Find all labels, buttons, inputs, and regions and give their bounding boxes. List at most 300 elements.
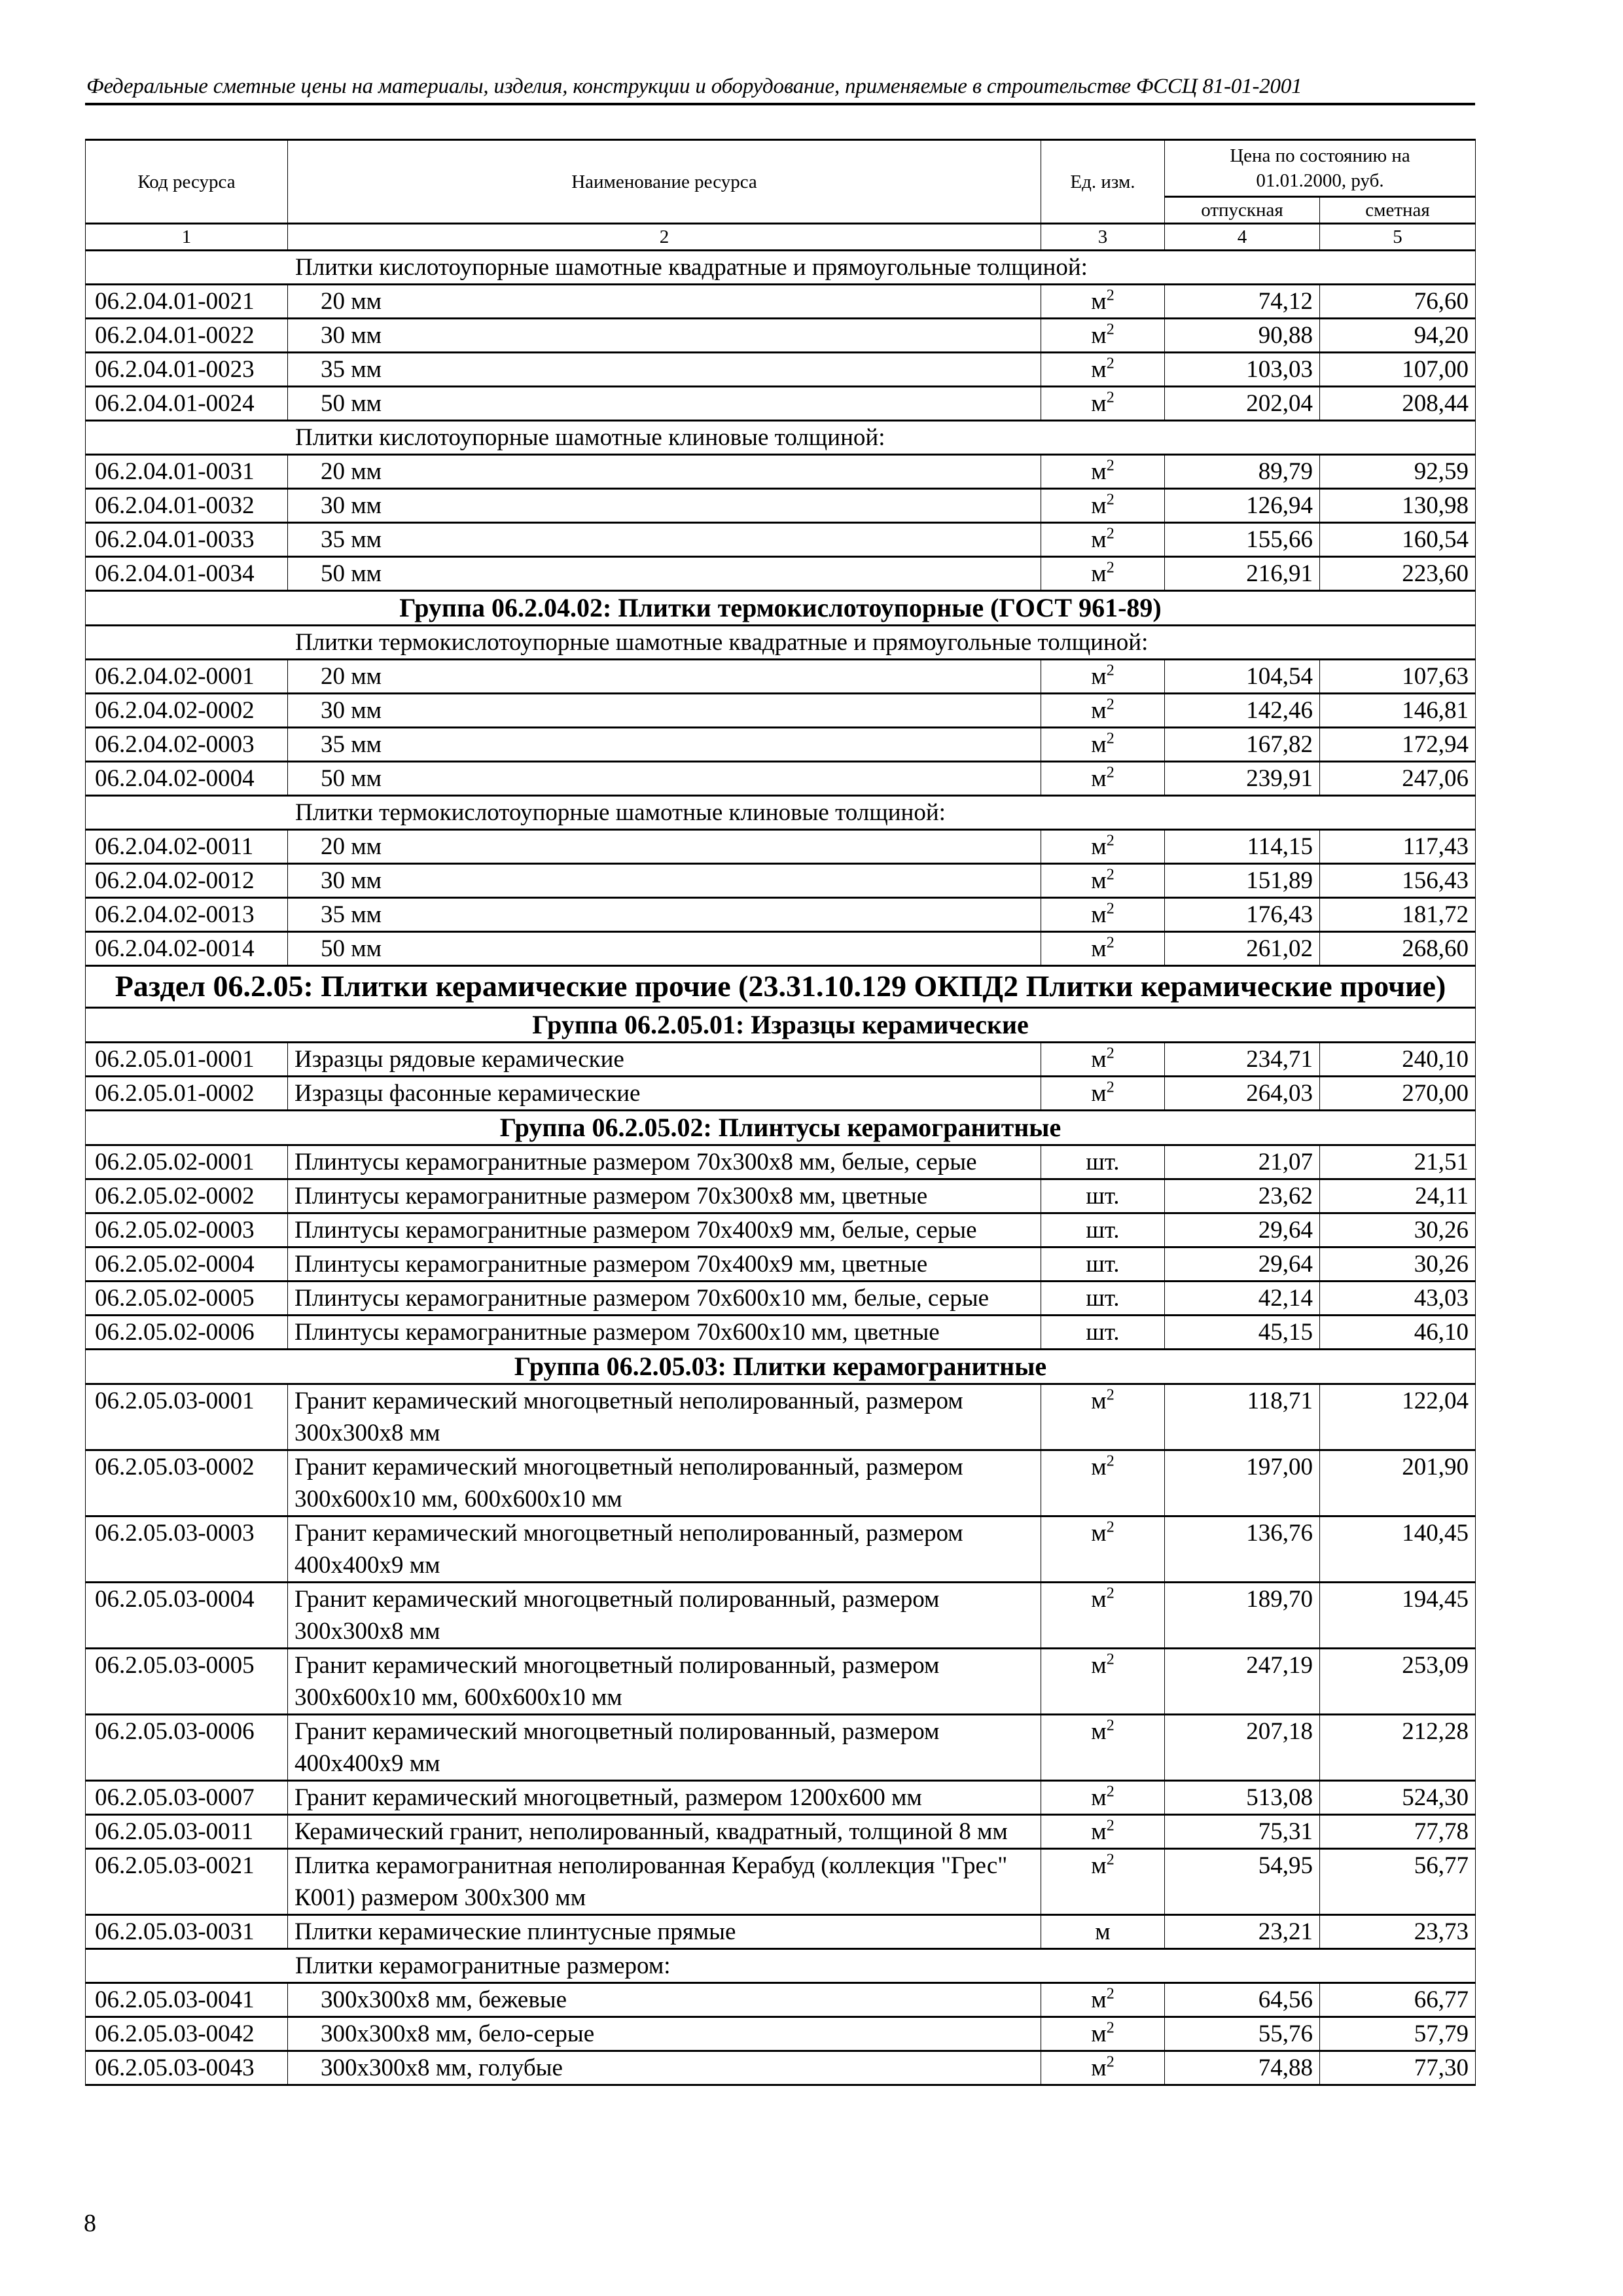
group-row xyxy=(86,1008,1476,1043)
unit-label: м xyxy=(1091,458,1107,485)
subheading-row xyxy=(86,251,1476,285)
price-estimate: 156,43 xyxy=(1320,864,1476,898)
unit-label: м xyxy=(1091,1784,1107,1811)
resource-code: 06.2.04.02-0002 xyxy=(86,694,288,728)
unit-label: м xyxy=(1091,935,1107,962)
unit-cell xyxy=(1041,1815,1165,1849)
unit-cell xyxy=(1041,2051,1165,2085)
table-row xyxy=(86,455,1476,489)
price-release: 42,14 xyxy=(1165,1282,1320,1316)
unit-cell xyxy=(1041,728,1165,762)
table-row xyxy=(86,1247,1476,1282)
unit-cell xyxy=(1041,1384,1165,1450)
unit-cell xyxy=(1041,557,1165,591)
unit-exponent: 2 xyxy=(1106,1585,1115,1602)
unit-cell xyxy=(1041,1849,1165,1915)
resource-name: Изразцы фасонные керамические xyxy=(288,1077,1041,1111)
price-estimate: 107,00 xyxy=(1320,353,1476,387)
price-release: 167,82 xyxy=(1165,728,1320,762)
resource-name: 30 мм xyxy=(288,319,1041,353)
unit-label: м xyxy=(1091,1652,1107,1679)
resource-code: 06.2.05.02-0005 xyxy=(86,1282,288,1316)
unit-cell xyxy=(1041,1077,1165,1111)
resource-code: 06.2.05.03-0001 xyxy=(86,1384,288,1450)
resource-name: 35 мм xyxy=(288,728,1041,762)
price-estimate: 76,60 xyxy=(1320,285,1476,319)
resource-code: 06.2.04.01-0021 xyxy=(86,285,288,319)
price-estimate: 201,90 xyxy=(1320,1450,1476,1516)
price-estimate: 253,09 xyxy=(1320,1649,1476,1715)
column-numbers-row xyxy=(86,224,1476,251)
price-estimate: 130,98 xyxy=(1320,489,1476,523)
unit-exponent: 2 xyxy=(1106,900,1115,918)
table-row xyxy=(86,1077,1476,1111)
unit-cell xyxy=(1041,1282,1165,1316)
unit-exponent: 2 xyxy=(1106,355,1115,372)
price-release: 142,46 xyxy=(1165,694,1320,728)
price-release: 114,15 xyxy=(1165,830,1320,864)
resource-name: 300x300x8 мм, бело-серые xyxy=(288,2017,1041,2051)
table-row xyxy=(86,1213,1476,1247)
resource-code: 06.2.05.02-0002 xyxy=(86,1179,288,1213)
price-release: 23,62 xyxy=(1165,1179,1320,1213)
unit-exponent: 2 xyxy=(1106,1386,1115,1404)
resource-name: Изразцы рядовые керамические xyxy=(288,1043,1041,1077)
resource-code: 06.2.05.03-0006 xyxy=(86,1715,288,1781)
resource-name: 30 мм xyxy=(288,489,1041,523)
resource-name: Плинтусы керамогранитные размером 70x300x8 мм, цветные xyxy=(288,1179,1041,1213)
unit-cell xyxy=(1041,830,1165,864)
price-estimate: 23,73 xyxy=(1320,1915,1476,1949)
table-row xyxy=(86,523,1476,557)
table-row xyxy=(86,1815,1476,1849)
price-release: 207,18 xyxy=(1165,1715,1320,1781)
table-row xyxy=(86,932,1476,966)
resource-code: 06.2.04.02-0001 xyxy=(86,660,288,694)
unit-label: м xyxy=(1091,697,1107,724)
table-row xyxy=(86,762,1476,796)
resource-code: 06.2.04.01-0031 xyxy=(86,455,288,489)
unit-cell xyxy=(1041,864,1165,898)
header-price-group: Цена по состоянию на 01.01.2000, руб. xyxy=(1165,140,1476,197)
unit-label: м xyxy=(1091,560,1107,587)
header-name: Наименование ресурса xyxy=(288,140,1041,224)
unit-exponent: 2 xyxy=(1106,696,1115,713)
resource-name: 20 мм xyxy=(288,285,1041,319)
table-row xyxy=(86,557,1476,591)
unit-cell xyxy=(1041,1247,1165,1282)
price-estimate: 247,06 xyxy=(1320,762,1476,796)
unit-label: м xyxy=(1091,1454,1107,1480)
unit-label: шт. xyxy=(1086,1285,1120,1312)
unit-exponent: 2 xyxy=(1106,287,1115,304)
group-row xyxy=(86,591,1476,626)
price-release: 29,64 xyxy=(1165,1247,1320,1282)
price-release: 89,79 xyxy=(1165,455,1320,489)
price-estimate: 94,20 xyxy=(1320,319,1476,353)
price-release: 118,71 xyxy=(1165,1384,1320,1450)
running-header: Федеральные сметные цены на материалы, изделия, конструкции и оборудование, применяемые в строительстве ФССЦ 81-01-2001 xyxy=(86,75,1302,98)
unit-cell xyxy=(1041,523,1165,557)
price-estimate: 223,60 xyxy=(1320,557,1476,591)
table-row xyxy=(86,694,1476,728)
price-release: 261,02 xyxy=(1165,932,1320,966)
price-estimate: 66,77 xyxy=(1320,1983,1476,2017)
unit-exponent: 2 xyxy=(1106,559,1115,577)
price-release: 74,88 xyxy=(1165,2051,1320,2085)
price-release: 104,54 xyxy=(1165,660,1320,694)
column-number: 5 xyxy=(1320,224,1476,251)
resource-code: 06.2.04.01-0024 xyxy=(86,387,288,421)
table-row xyxy=(86,1983,1476,2017)
unit-exponent: 2 xyxy=(1106,1817,1115,1835)
unit-cell xyxy=(1041,353,1165,387)
resource-code: 06.2.05.01-0002 xyxy=(86,1077,288,1111)
resource-name: Плитка керамогранитная неполированная Керабуд (коллекция "Грес" К001) размером 300x300 мм xyxy=(288,1849,1041,1915)
unit-label: м xyxy=(1091,390,1107,417)
price-release: 234,71 xyxy=(1165,1043,1320,1077)
unit-label: м xyxy=(1091,1046,1107,1073)
price-release: 75,31 xyxy=(1165,1815,1320,1849)
resource-code: 06.2.05.02-0004 xyxy=(86,1247,288,1282)
price-estimate: 21,51 xyxy=(1320,1145,1476,1179)
price-release: 29,64 xyxy=(1165,1213,1320,1247)
unit-exponent: 2 xyxy=(1106,491,1115,509)
resource-code: 06.2.05.03-0041 xyxy=(86,1983,288,2017)
group-title: Группа 06.2.05.02: Плинтусы керамогранитные xyxy=(86,1111,1476,1145)
unit-cell xyxy=(1041,2017,1165,2051)
unit-label: м xyxy=(1091,765,1107,792)
price-release: 155,66 xyxy=(1165,523,1320,557)
price-estimate: 122,04 xyxy=(1320,1384,1476,1450)
resource-code: 06.2.04.01-0022 xyxy=(86,319,288,353)
price-estimate: 140,45 xyxy=(1320,1516,1476,1583)
subheading-text: Плитки керамогранитные размером: xyxy=(86,1949,1476,1983)
resource-code: 06.2.05.03-0007 xyxy=(86,1781,288,1815)
header-price-release: отпускная xyxy=(1165,197,1320,224)
price-estimate: 57,79 xyxy=(1320,2017,1476,2051)
unit-label: м xyxy=(1091,867,1107,894)
price-estimate: 107,63 xyxy=(1320,660,1476,694)
price-release: 54,95 xyxy=(1165,1849,1320,1915)
unit-exponent: 2 xyxy=(1106,2053,1115,2071)
price-release: 74,12 xyxy=(1165,285,1320,319)
resource-name: Керамический гранит, неполированный, квадратный, толщиной 8 мм xyxy=(288,1815,1041,1849)
section-row xyxy=(86,966,1476,1008)
column-number: 3 xyxy=(1041,224,1165,251)
price-release: 247,19 xyxy=(1165,1649,1320,1715)
unit-cell xyxy=(1041,660,1165,694)
resource-code: 06.2.04.01-0023 xyxy=(86,353,288,387)
price-estimate: 56,77 xyxy=(1320,1849,1476,1915)
price-estimate: 117,43 xyxy=(1320,830,1476,864)
unit-label: м xyxy=(1091,1718,1107,1745)
header-unit: Ед. изм. xyxy=(1041,140,1165,224)
unit-cell xyxy=(1041,455,1165,489)
table-row xyxy=(86,660,1476,694)
price-estimate: 268,60 xyxy=(1320,932,1476,966)
unit-cell xyxy=(1041,1915,1165,1949)
price-estimate: 92,59 xyxy=(1320,455,1476,489)
resource-name: Плинтусы керамогранитные размером 70x400x9 мм, цветные xyxy=(288,1247,1041,1282)
table-row xyxy=(86,489,1476,523)
resource-name: 35 мм xyxy=(288,898,1041,932)
resource-code: 06.2.05.03-0004 xyxy=(86,1583,288,1649)
price-release: 21,07 xyxy=(1165,1145,1320,1179)
unit-label: м xyxy=(1091,1852,1107,1879)
table-row xyxy=(86,319,1476,353)
price-release: 23,21 xyxy=(1165,1915,1320,1949)
unit-exponent: 2 xyxy=(1106,389,1115,406)
unit-exponent: 2 xyxy=(1106,764,1115,781)
unit-cell xyxy=(1041,1179,1165,1213)
price-release: 189,70 xyxy=(1165,1583,1320,1649)
unit-label: м xyxy=(1095,1918,1111,1945)
group-title: Группа 06.2.05.01: Изразцы керамические xyxy=(86,1008,1476,1043)
unit-label: м xyxy=(1091,1818,1107,1845)
unit-label: м xyxy=(1091,663,1107,690)
resource-code: 06.2.04.02-0012 xyxy=(86,864,288,898)
unit-cell xyxy=(1041,1983,1165,2017)
unit-label: м xyxy=(1091,492,1107,519)
page-number: 8 xyxy=(84,2210,96,2237)
resource-name: 50 мм xyxy=(288,762,1041,796)
table-row xyxy=(86,2051,1476,2085)
unit-label: м xyxy=(1091,1080,1107,1107)
table-row xyxy=(86,1384,1476,1450)
unit-label: м xyxy=(1091,1586,1107,1613)
table-row xyxy=(86,1043,1476,1077)
table-row xyxy=(86,387,1476,421)
unit-label: м xyxy=(1091,731,1107,758)
unit-cell xyxy=(1041,1145,1165,1179)
price-release: 64,56 xyxy=(1165,1983,1320,2017)
price-estimate: 77,30 xyxy=(1320,2051,1476,2085)
table-row xyxy=(86,830,1476,864)
resource-code: 06.2.04.02-0014 xyxy=(86,932,288,966)
unit-cell xyxy=(1041,694,1165,728)
resource-name: 35 мм xyxy=(288,523,1041,557)
table-row xyxy=(86,1649,1476,1715)
resource-code: 06.2.04.01-0033 xyxy=(86,523,288,557)
unit-exponent: 2 xyxy=(1106,1651,1115,1668)
table-row xyxy=(86,2017,1476,2051)
unit-cell xyxy=(1041,1316,1165,1350)
resource-name: Плинтусы керамогранитные размером 70x600x10 мм, белые, серые xyxy=(288,1282,1041,1316)
price-release: 202,04 xyxy=(1165,387,1320,421)
group-row xyxy=(86,1111,1476,1145)
subheading-row xyxy=(86,421,1476,455)
table-row xyxy=(86,1781,1476,1815)
unit-label: м xyxy=(1091,526,1107,553)
resource-code: 06.2.04.02-0004 xyxy=(86,762,288,796)
unit-cell xyxy=(1041,387,1165,421)
unit-label: м xyxy=(1091,1520,1107,1547)
resource-code: 06.2.05.01-0001 xyxy=(86,1043,288,1077)
price-estimate: 208,44 xyxy=(1320,387,1476,421)
unit-label: м xyxy=(1091,1388,1107,1414)
resource-name: Гранит керамический многоцветный полированный, размером 400x400x9 мм xyxy=(288,1715,1041,1781)
unit-exponent: 2 xyxy=(1106,1851,1115,1869)
resource-name: 50 мм xyxy=(288,557,1041,591)
table-row xyxy=(86,728,1476,762)
unit-label: шт. xyxy=(1086,1149,1120,1175)
unit-exponent: 2 xyxy=(1106,321,1115,338)
resource-name: Гранит керамический многоцветный неполированный, размером 300x600x10 мм, 600x600x10 мм xyxy=(288,1450,1041,1516)
resource-name: Гранит керамический многоцветный полированный, размером 300x300x8 мм xyxy=(288,1583,1041,1649)
unit-exponent: 2 xyxy=(1106,866,1115,884)
resource-code: 06.2.04.01-0032 xyxy=(86,489,288,523)
resource-name: 20 мм xyxy=(288,455,1041,489)
unit-cell xyxy=(1041,319,1165,353)
column-number: 4 xyxy=(1165,224,1320,251)
unit-exponent: 2 xyxy=(1106,934,1115,952)
price-release: 239,91 xyxy=(1165,762,1320,796)
group-title: Группа 06.2.05.03: Плитки керамогранитные xyxy=(86,1350,1476,1384)
unit-label: шт. xyxy=(1086,1183,1120,1210)
unit-label: м xyxy=(1091,288,1107,315)
resource-name: Гранит керамический многоцветный, размером 1200x600 мм xyxy=(288,1781,1041,1815)
unit-label: шт. xyxy=(1086,1217,1120,1244)
unit-label: м xyxy=(1091,322,1107,349)
price-estimate: 172,94 xyxy=(1320,728,1476,762)
unit-cell xyxy=(1041,1213,1165,1247)
resource-name: 300x300x8 мм, голубые xyxy=(288,2051,1041,2085)
unit-cell xyxy=(1041,285,1165,319)
resource-code: 06.2.05.03-0043 xyxy=(86,2051,288,2085)
unit-exponent: 2 xyxy=(1106,2019,1115,2037)
resource-name: 35 мм xyxy=(288,353,1041,387)
price-estimate: 146,81 xyxy=(1320,694,1476,728)
subheading-row xyxy=(86,796,1476,830)
price-release: 513,08 xyxy=(1165,1781,1320,1815)
resource-code: 06.2.05.02-0006 xyxy=(86,1316,288,1350)
resource-code: 06.2.05.03-0021 xyxy=(86,1849,288,1915)
resource-code: 06.2.05.03-0002 xyxy=(86,1450,288,1516)
unit-label: шт. xyxy=(1086,1319,1120,1346)
price-estimate: 43,03 xyxy=(1320,1282,1476,1316)
resource-name: Гранит керамический многоцветный неполированный, размером 300x300x8 мм xyxy=(288,1384,1041,1450)
price-estimate: 212,28 xyxy=(1320,1715,1476,1781)
header-price-estimate: сметная xyxy=(1320,197,1476,224)
unit-label: м xyxy=(1091,2054,1107,2081)
price-release: 176,43 xyxy=(1165,898,1320,932)
resource-code: 06.2.05.03-0003 xyxy=(86,1516,288,1583)
resource-name: Плинтусы керамогранитные размером 70x300x8 мм, белые, серые xyxy=(288,1145,1041,1179)
table-header xyxy=(86,140,1476,251)
resource-name: Плинтусы керамогранитные размером 70x600x10 мм, цветные xyxy=(288,1316,1041,1350)
table-row xyxy=(86,1715,1476,1781)
price-estimate: 181,72 xyxy=(1320,898,1476,932)
table-row xyxy=(86,1583,1476,1649)
table-row xyxy=(86,1450,1476,1516)
price-estimate: 524,30 xyxy=(1320,1781,1476,1815)
unit-exponent: 2 xyxy=(1106,1717,1115,1734)
price-release: 45,15 xyxy=(1165,1316,1320,1350)
table-row xyxy=(86,353,1476,387)
price-estimate: 77,78 xyxy=(1320,1815,1476,1849)
resource-name: 50 мм xyxy=(288,387,1041,421)
unit-exponent: 2 xyxy=(1106,525,1115,543)
resource-name: 30 мм xyxy=(288,694,1041,728)
unit-cell xyxy=(1041,932,1165,966)
unit-exponent: 2 xyxy=(1106,1452,1115,1470)
price-release: 55,76 xyxy=(1165,2017,1320,2051)
resource-code: 06.2.04.01-0034 xyxy=(86,557,288,591)
column-number: 2 xyxy=(288,224,1041,251)
unit-label: м xyxy=(1091,901,1107,928)
table-row xyxy=(86,1282,1476,1316)
table-body xyxy=(86,251,1476,2085)
price-table xyxy=(85,139,1476,2086)
unit-label: шт. xyxy=(1086,1251,1120,1278)
resource-code: 06.2.05.03-0042 xyxy=(86,2017,288,2051)
price-release: 216,91 xyxy=(1165,557,1320,591)
unit-cell xyxy=(1041,762,1165,796)
resource-code: 06.2.04.02-0013 xyxy=(86,898,288,932)
price-release: 103,03 xyxy=(1165,353,1320,387)
unit-cell xyxy=(1041,898,1165,932)
resource-name: 300x300x8 мм, бежевые xyxy=(288,1983,1041,2017)
group-row xyxy=(86,1350,1476,1384)
unit-cell xyxy=(1041,1583,1165,1649)
resource-name: 30 мм xyxy=(288,864,1041,898)
resource-code: 06.2.05.03-0031 xyxy=(86,1915,288,1949)
table-row xyxy=(86,1179,1476,1213)
unit-exponent: 2 xyxy=(1106,1985,1115,2003)
unit-cell xyxy=(1041,1781,1165,1815)
resource-name: Плитки керамические плинтусные прямые xyxy=(288,1915,1041,1949)
resource-code: 06.2.05.02-0003 xyxy=(86,1213,288,1247)
price-estimate: 30,26 xyxy=(1320,1247,1476,1282)
table-row xyxy=(86,1915,1476,1949)
unit-cell xyxy=(1041,1450,1165,1516)
unit-cell xyxy=(1041,1715,1165,1781)
subheading-text: Плитки термокислотоупорные шамотные квадратные и прямоугольные толщиной: xyxy=(86,626,1476,660)
subheading-text: Плитки кислотоупорные шамотные квадратные и прямоугольные толщиной: xyxy=(86,251,1476,285)
price-estimate: 24,11 xyxy=(1320,1179,1476,1213)
unit-exponent: 2 xyxy=(1106,1045,1115,1062)
price-release: 136,76 xyxy=(1165,1516,1320,1583)
unit-cell xyxy=(1041,1516,1165,1583)
subheading-text: Плитки кислотоупорные шамотные клиновые толщиной: xyxy=(86,421,1476,455)
subheading-text: Плитки термокислотоупорные шамотные клиновые толщиной: xyxy=(86,796,1476,830)
subheading-row xyxy=(86,1949,1476,1983)
section-title: Раздел 06.2.05: Плитки керамические прочие (23.31.10.129 ОКПД2 Плитки керамические прочие) xyxy=(86,966,1476,1008)
resource-code: 06.2.04.02-0011 xyxy=(86,830,288,864)
price-estimate: 194,45 xyxy=(1320,1583,1476,1649)
price-release: 151,89 xyxy=(1165,864,1320,898)
unit-cell xyxy=(1041,1649,1165,1715)
price-release: 90,88 xyxy=(1165,319,1320,353)
table-row xyxy=(86,1316,1476,1350)
resource-code: 06.2.05.02-0001 xyxy=(86,1145,288,1179)
price-release: 126,94 xyxy=(1165,489,1320,523)
table-row xyxy=(86,285,1476,319)
table-row xyxy=(86,864,1476,898)
unit-exponent: 2 xyxy=(1106,1518,1115,1536)
unit-cell xyxy=(1041,1043,1165,1077)
resource-name: Гранит керамический многоцветный неполированный, размером 400x400x9 мм xyxy=(288,1516,1041,1583)
table-row xyxy=(86,1145,1476,1179)
price-estimate: 30,26 xyxy=(1320,1213,1476,1247)
unit-exponent: 2 xyxy=(1106,1783,1115,1801)
unit-label: м xyxy=(1091,1986,1107,2013)
price-estimate: 46,10 xyxy=(1320,1316,1476,1350)
price-release: 264,03 xyxy=(1165,1077,1320,1111)
unit-cell xyxy=(1041,489,1165,523)
price-estimate: 240,10 xyxy=(1320,1043,1476,1077)
